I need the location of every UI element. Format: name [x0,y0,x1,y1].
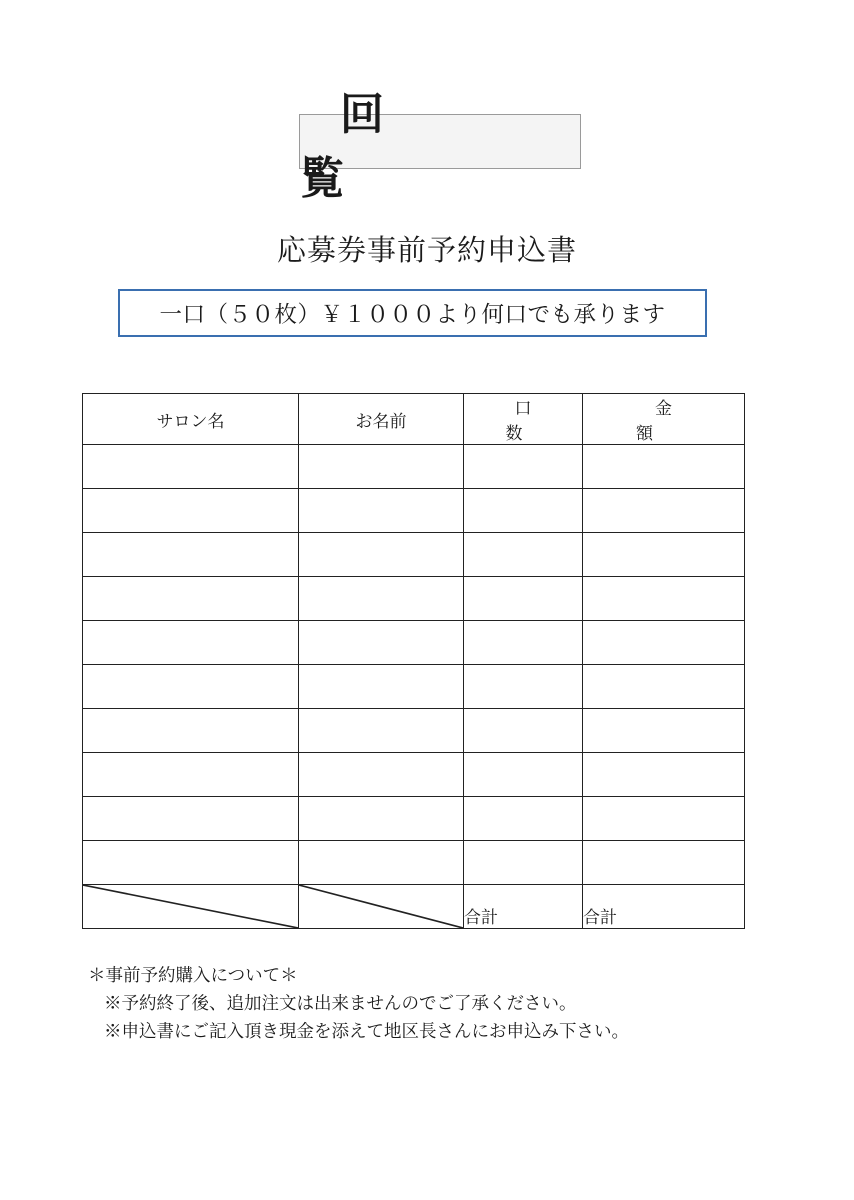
amount-cell[interactable] [583,577,745,621]
header-units: 口 数 [464,394,583,445]
name-cell[interactable] [299,753,464,797]
header-amount: 金 額 [583,394,745,445]
table-row [83,709,745,753]
form-title: 応募券事前予約申込書 [276,233,577,267]
amount-cell[interactable] [583,533,745,577]
salon-total-slash-cell [83,885,299,929]
name-cell[interactable] [299,841,464,885]
table-body [83,445,745,885]
salon-name-cell[interactable] [83,665,299,709]
amount-cell[interactable] [583,445,745,489]
salon-name-cell[interactable] [83,489,299,533]
table-row [83,489,745,533]
table-row [83,753,745,797]
units-cell[interactable] [464,709,583,753]
salon-name-cell[interactable] [83,533,299,577]
name-cell[interactable] [299,797,464,841]
amount-cell[interactable] [583,489,745,533]
note-item: ※予約終了後、追加注文は出来ませんのでご了承ください。 [104,994,577,1014]
name-cell[interactable] [299,577,464,621]
circulation-stamp: 回 覧 [299,114,581,169]
amount-total-cell[interactable]: 合計 [583,885,745,929]
table-row [83,445,745,489]
name-total-slash-cell [299,885,464,929]
price-note-text: 一口（５０枚）￥１０００より何口でも承ります [159,302,666,328]
table-row [83,797,745,841]
table-row [83,621,745,665]
units-cell[interactable] [464,797,583,841]
units-cell[interactable] [464,753,583,797]
salon-name-cell[interactable] [83,753,299,797]
name-cell[interactable] [299,489,464,533]
units-cell[interactable] [464,665,583,709]
name-cell[interactable] [299,709,464,753]
units-cell[interactable] [464,445,583,489]
salon-name-cell[interactable] [83,841,299,885]
amount-cell[interactable] [583,621,745,665]
salon-name-cell[interactable] [83,621,299,665]
header-name: お名前 [299,394,464,445]
amount-cell[interactable] [583,665,745,709]
table-header-row [83,394,745,445]
price-note-box [118,289,707,337]
name-cell[interactable] [299,665,464,709]
name-cell[interactable] [299,533,464,577]
amount-cell[interactable] [583,841,745,885]
total-row [83,885,745,929]
note-item: ※申込書にご記入頂き現金を添えて地区長さんにお申込み下さい。 [104,1022,629,1042]
header-salon-name: サロン名 [83,394,299,445]
units-cell[interactable] [464,489,583,533]
table-row [83,577,745,621]
table-row [83,533,745,577]
units-cell[interactable] [464,841,583,885]
notes-heading: ＊事前予約購入について＊ [88,966,298,986]
table-row [83,665,745,709]
notes-section [88,962,629,1046]
units-cell[interactable] [464,577,583,621]
amount-cell[interactable] [583,797,745,841]
salon-name-cell[interactable] [83,445,299,489]
amount-cell[interactable] [583,709,745,753]
application-table [82,393,765,929]
salon-name-cell[interactable] [83,797,299,841]
units-total-cell[interactable]: 合計 [464,885,583,929]
salon-name-cell[interactable] [83,709,299,753]
name-cell[interactable] [299,621,464,665]
name-cell[interactable] [299,445,464,489]
units-cell[interactable] [464,621,583,665]
table-row [83,841,745,885]
amount-cell[interactable] [583,753,745,797]
units-cell[interactable] [464,533,583,577]
salon-name-cell[interactable] [83,577,299,621]
